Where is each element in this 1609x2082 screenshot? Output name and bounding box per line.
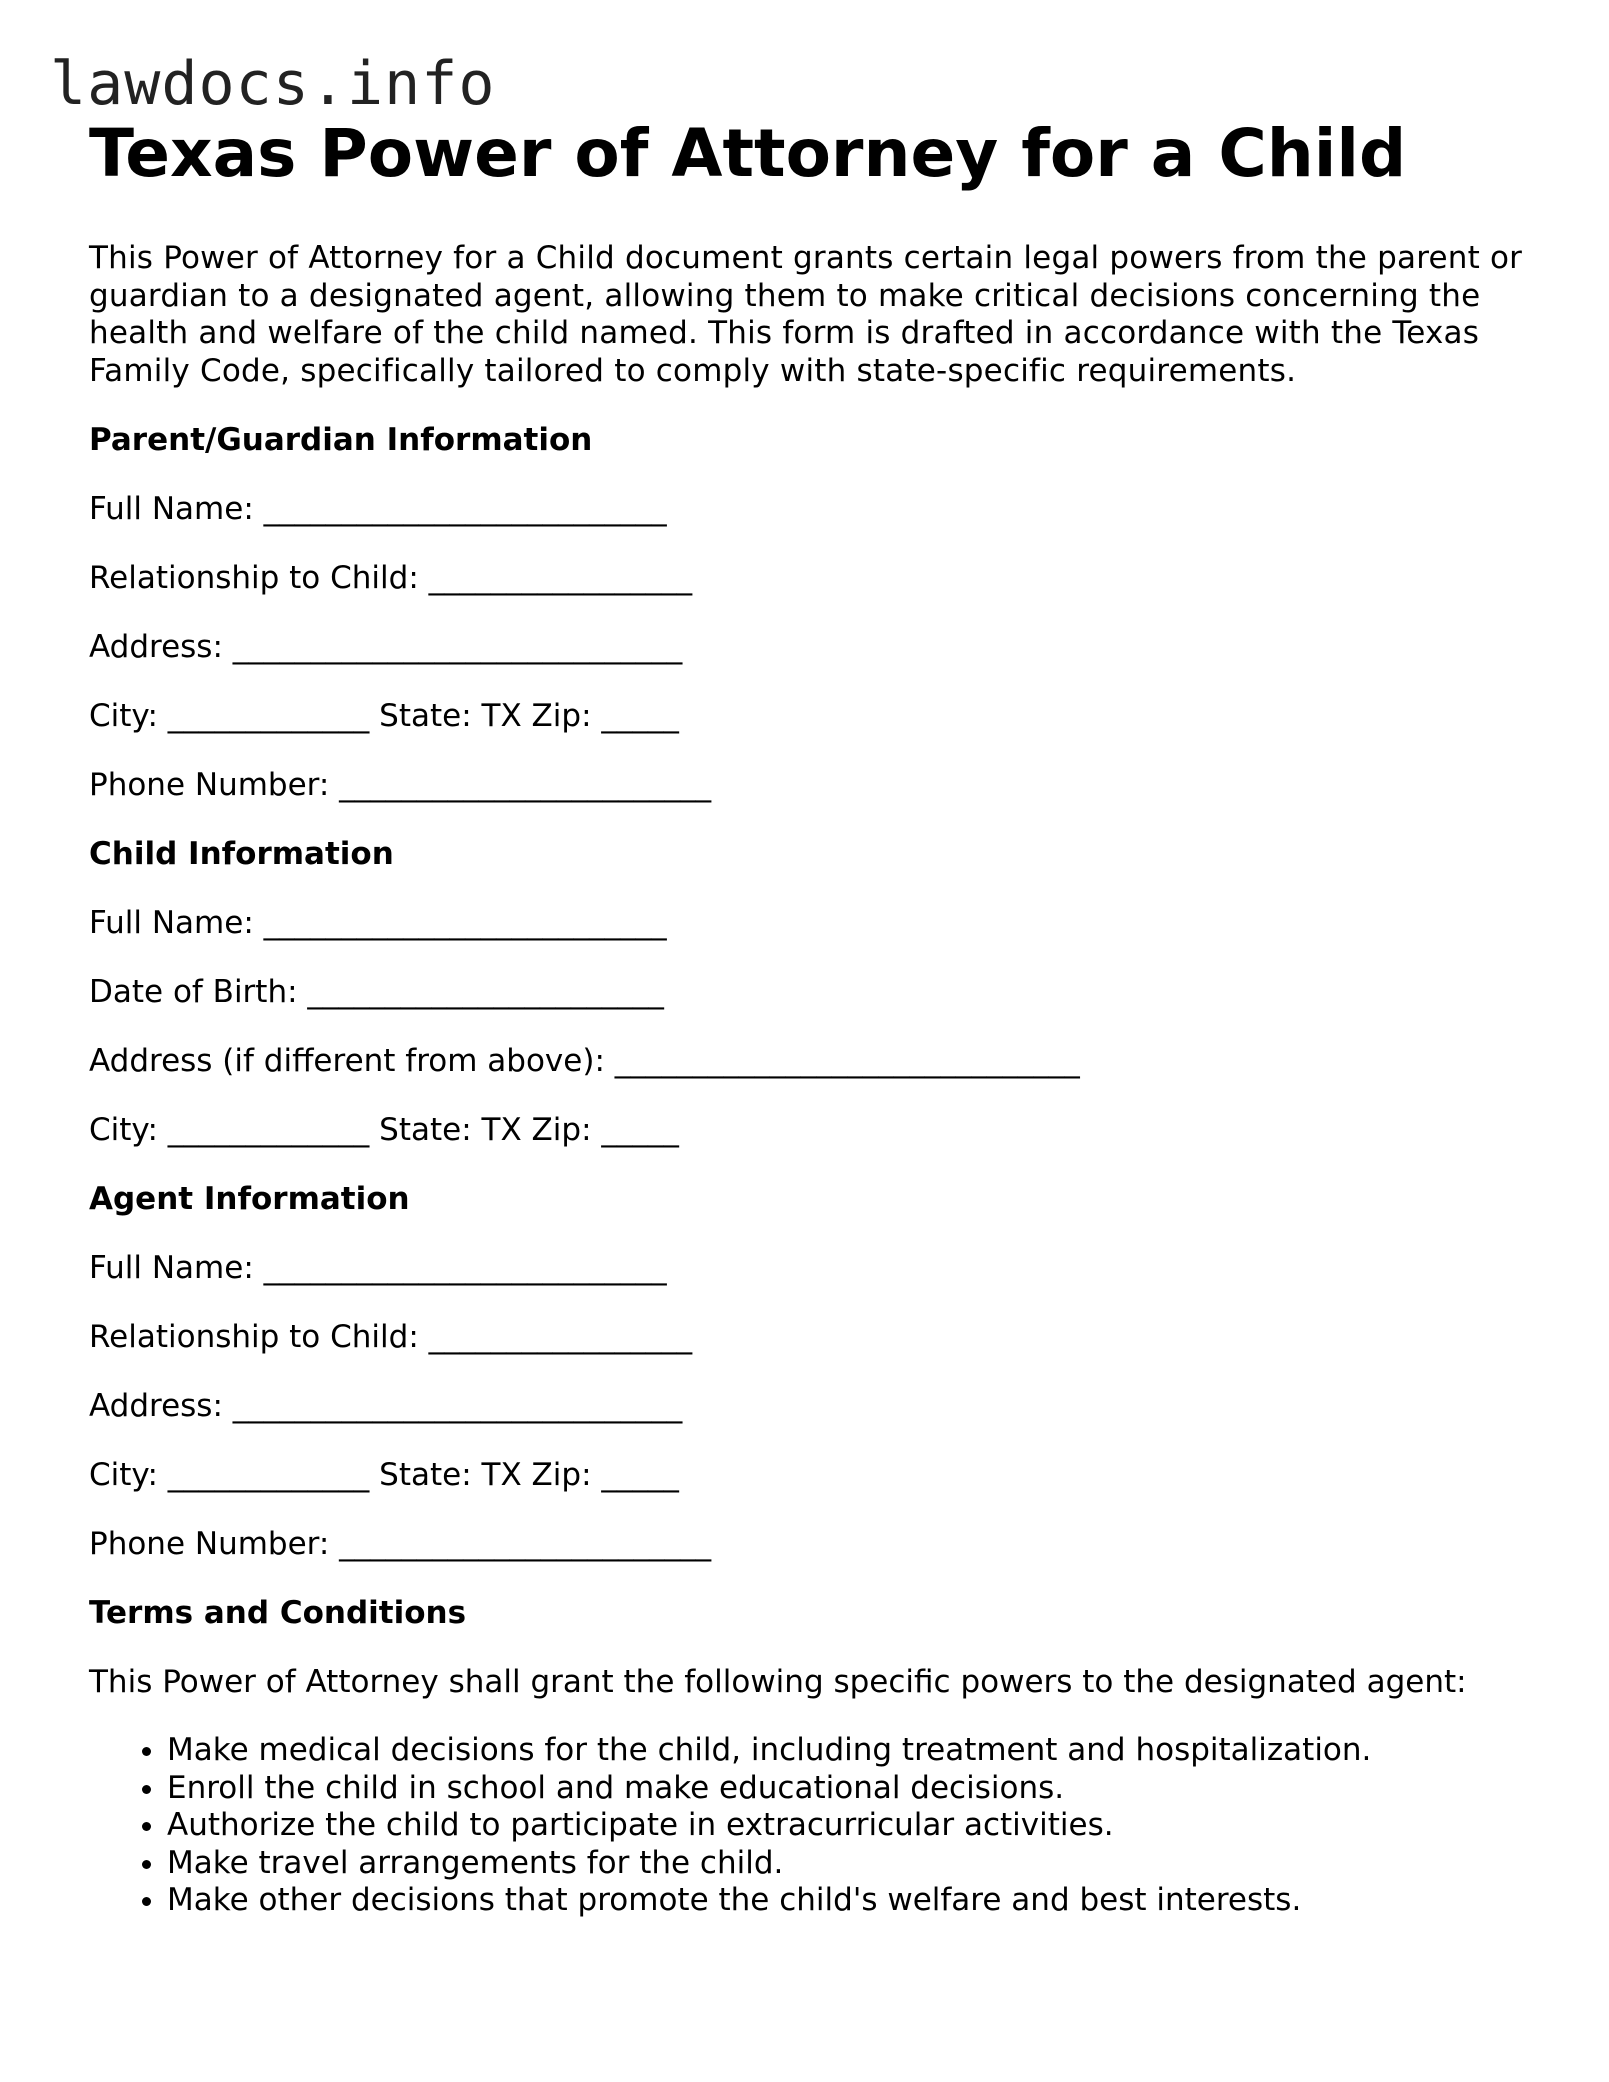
power-item-travel: • Make travel arrangements for the child.	[167, 1845, 1529, 1883]
parent-full-name-field[interactable]: Full Name: __________________________	[89, 491, 667, 527]
child-address-field[interactable]: Address (if different from above): ______________________________	[89, 1043, 1080, 1079]
child-city-state-zip-field[interactable]: City: _____________ State: TX Zip: _____	[89, 1112, 679, 1148]
parent-section-heading: Parent/Guardian Information	[89, 422, 593, 458]
parent-city-state-zip-field[interactable]: City: _____________ State: TX Zip: _____	[89, 698, 679, 734]
power-item-medical: • Make medical decisions for the child, including treatment and hospitalization.	[167, 1732, 1529, 1770]
power-item-education: • Enroll the child in school and make educational decisions.	[167, 1770, 1529, 1808]
site-watermark: lawdocs.info	[50, 49, 496, 119]
terms-section-heading: Terms and Conditions	[89, 1595, 467, 1631]
child-section-heading: Child Information	[89, 836, 394, 872]
power-item-activities: • Authorize the child to participate in extracurricular activities.	[167, 1807, 1529, 1845]
powers-list	[89, 1732, 1529, 1920]
agent-relationship-field[interactable]: Relationship to Child: _________________	[89, 1319, 693, 1355]
agent-section-heading: Agent Information	[89, 1181, 410, 1217]
document-title: Texas Power of Attorney for a Child	[89, 115, 1407, 192]
child-dob-field[interactable]: Date of Birth: _______________________	[89, 974, 664, 1010]
agent-city-state-zip-field[interactable]: City: _____________ State: TX Zip: _____	[89, 1457, 679, 1493]
agent-phone-field[interactable]: Phone Number: ________________________	[89, 1526, 712, 1562]
power-item-welfare: • Make other decisions that promote the child's welfare and best interests.	[167, 1882, 1529, 1920]
parent-phone-field[interactable]: Phone Number: ________________________	[89, 767, 712, 803]
parent-relationship-field[interactable]: Relationship to Child: _________________	[89, 560, 693, 596]
intro-paragraph: This Power of Attorney for a Child document grants certain legal powers from the parent or guardian to a designated agent, allowing them to make critical decisions concerning the health and welfare of the child named. This form is drafted in accordance with the Texas Family Code, specifically tailored to comply with state-specific requirements.	[89, 240, 1523, 389]
agent-full-name-field[interactable]: Full Name: __________________________	[89, 1250, 667, 1286]
parent-address-field[interactable]: Address: _____________________________	[89, 629, 683, 665]
child-full-name-field[interactable]: Full Name: __________________________	[89, 905, 667, 941]
agent-address-field[interactable]: Address: _____________________________	[89, 1388, 683, 1424]
terms-intro-paragraph: This Power of Attorney shall grant the following specific powers to the designated agent:	[89, 1664, 1467, 1700]
document-page	[89, 114, 1529, 1920]
